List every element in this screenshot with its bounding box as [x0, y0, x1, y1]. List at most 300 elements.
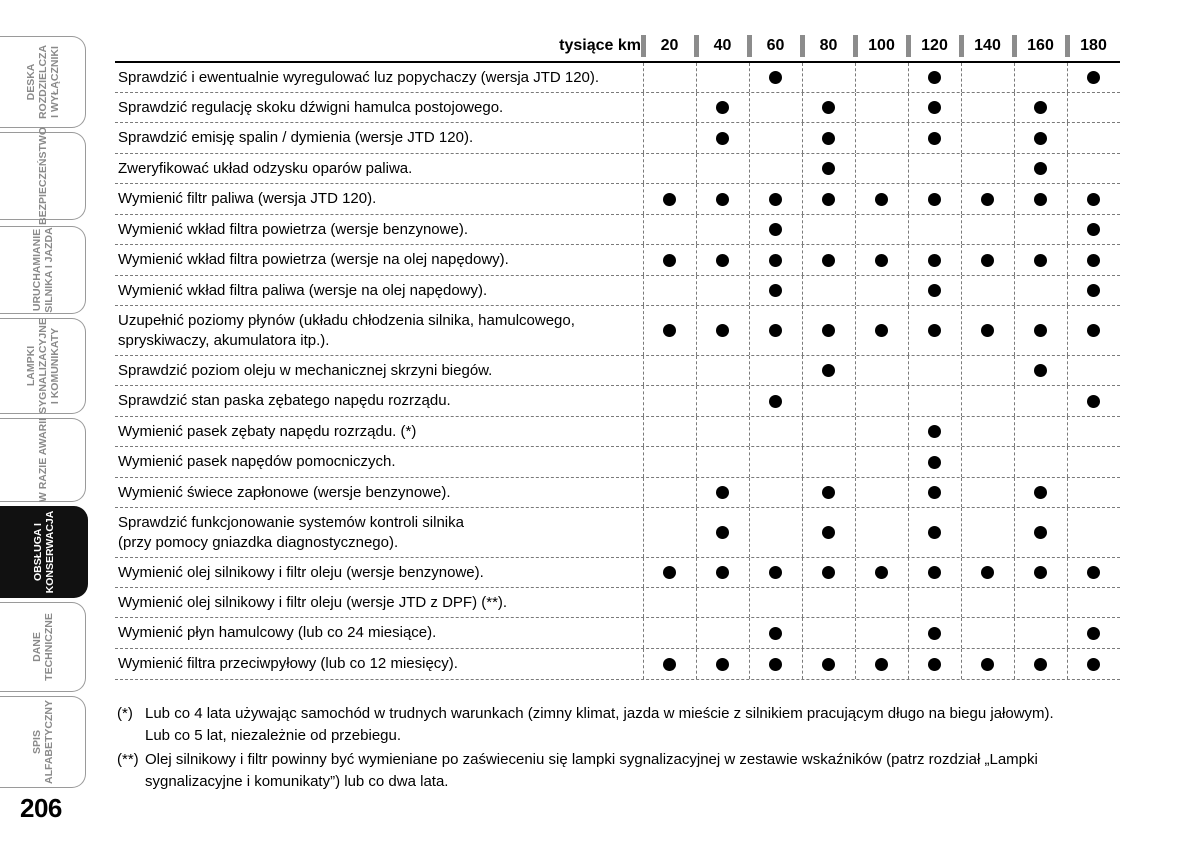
interval-cell-120 [908, 588, 961, 617]
interval-cell-40 [696, 508, 749, 557]
column-header-140: 140 [974, 37, 1001, 54]
interval-cell-20 [643, 356, 696, 385]
table-row [115, 618, 1120, 649]
interval-cell-100 [855, 356, 908, 385]
row-text: Sprawdzić stan paska zębatego napędu rozrządu. [118, 392, 451, 409]
service-dot-icon [1034, 101, 1047, 114]
service-dot-icon [1087, 223, 1100, 236]
service-dot-icon [928, 658, 941, 671]
interval-cell-140 [961, 245, 1014, 275]
interval-cell-120 [908, 447, 961, 477]
interval-cell-160 [1014, 184, 1067, 214]
service-dot-icon [928, 101, 941, 114]
row-description [118, 184, 635, 214]
service-dot-icon [822, 162, 835, 175]
chapter-tab-8[interactable] [0, 696, 86, 788]
interval-cell-40 [696, 618, 749, 648]
interval-cell-20 [643, 386, 696, 416]
interval-cell-180 [1067, 63, 1120, 92]
interval-cell-140 [961, 618, 1014, 648]
interval-cell-60 [749, 478, 802, 507]
service-dot-icon [822, 486, 835, 499]
interval-cell-140 [961, 447, 1014, 477]
service-dot-icon [1087, 284, 1100, 297]
service-dot-icon [928, 132, 941, 145]
row-text: Wymienić olej silnikowy i filtr oleju (wersje JTD z DPF) (**). [118, 593, 508, 611]
footnote-marker: (*) [117, 705, 133, 722]
interval-cell-40 [696, 417, 749, 446]
interval-cell-100 [855, 386, 908, 416]
chapter-tab-5[interactable] [0, 418, 86, 502]
interval-cell-100 [855, 558, 908, 587]
service-dot-icon [1034, 364, 1047, 377]
interval-cell-40 [696, 588, 749, 617]
interval-cell-160 [1014, 649, 1067, 679]
interval-cell-180 [1067, 386, 1120, 416]
interval-cell-160 [1014, 618, 1067, 648]
interval-cell-160 [1014, 558, 1067, 587]
service-dot-icon [1034, 324, 1047, 337]
interval-cell-60 [749, 184, 802, 214]
service-dot-icon [716, 101, 729, 114]
column-header-120: 120 [921, 37, 948, 54]
interval-cell-120 [908, 154, 961, 183]
interval-cell-180 [1067, 588, 1120, 617]
service-dot-icon [769, 254, 782, 267]
interval-cell-80 [802, 386, 855, 416]
row-description [118, 245, 635, 275]
service-dot-icon [769, 324, 782, 337]
interval-cell-80 [802, 618, 855, 648]
table-row [115, 649, 1120, 680]
table-row [115, 508, 1120, 558]
service-dot-icon [822, 324, 835, 337]
table-row [115, 123, 1120, 154]
table-row [115, 356, 1120, 386]
interval-cell-60 [749, 386, 802, 416]
footnote [117, 703, 1127, 747]
interval-cell-140 [961, 588, 1014, 617]
row-text: Wymienić wkład filtra powietrza (wersje benzynowe). [118, 220, 468, 238]
interval-cell-20 [643, 276, 696, 305]
row-description [118, 417, 635, 446]
interval-cell-180 [1067, 306, 1120, 355]
interval-cell-120 [908, 184, 961, 214]
interval-cell-180 [1067, 356, 1120, 385]
row-text: Sprawdzić poziom oleju w mechanicznej skrzyni biegów. [118, 361, 493, 379]
interval-cell-20 [643, 558, 696, 587]
table-row [115, 215, 1120, 245]
interval-cell-20 [643, 63, 696, 92]
interval-cell-140 [961, 558, 1014, 587]
chapter-tab-4[interactable] [0, 318, 86, 414]
interval-cell-140 [961, 508, 1014, 557]
interval-cell-100 [855, 618, 908, 648]
row-text: Sprawdzić funkcjonowanie systemów kontroli silnika (przy pomocy gniazdka diagnostycznego). [118, 513, 464, 551]
table-row [115, 558, 1120, 588]
chapter-tab-label: OBSŁUGA I KONSERWACJA [31, 510, 56, 594]
interval-cell-60 [749, 447, 802, 477]
chapter-tab-label: URUCHAMIANIE SILNIKA I JAZDA [30, 227, 55, 313]
interval-cell-20 [643, 618, 696, 648]
interval-cell-160 [1014, 386, 1067, 416]
interval-cell-40 [696, 386, 749, 416]
interval-cell-160 [1014, 123, 1067, 153]
service-dot-icon [1034, 254, 1047, 267]
footnote [117, 749, 1127, 793]
column-header-180: 180 [1080, 37, 1107, 54]
row-text: Sprawdzić emisję spalin / dymienia (wersje JTD 120). [118, 129, 474, 146]
interval-cell-20 [643, 215, 696, 244]
service-dot-icon [928, 486, 941, 499]
service-dot-icon [1087, 71, 1100, 84]
interval-cell-140 [961, 649, 1014, 679]
interval-cell-180 [1067, 508, 1120, 557]
row-text: Wymienić filtra przeciwpyłowy (lub co 12 miesięcy). [118, 655, 458, 672]
interval-cell-60 [749, 123, 802, 153]
column-header-40: 40 [713, 37, 732, 54]
service-dot-icon [1034, 566, 1047, 579]
table-row [115, 63, 1120, 93]
interval-cell-100 [855, 588, 908, 617]
service-dot-icon [1034, 658, 1047, 671]
interval-cell-100 [855, 447, 908, 477]
interval-cell-100 [855, 154, 908, 183]
interval-cell-60 [749, 508, 802, 557]
interval-cell-100 [855, 508, 908, 557]
interval-cell-80 [802, 154, 855, 183]
interval-cell-180 [1067, 276, 1120, 305]
column-header-60: 60 [766, 37, 785, 54]
service-dot-icon [769, 627, 782, 640]
row-description [118, 93, 635, 122]
interval-cell-80 [802, 649, 855, 679]
service-dot-icon [716, 324, 729, 337]
interval-cell-160 [1014, 478, 1067, 507]
service-dot-icon [822, 193, 835, 206]
interval-cell-20 [643, 184, 696, 214]
interval-cell-80 [802, 417, 855, 446]
interval-cell-140 [961, 215, 1014, 244]
interval-cell-180 [1067, 93, 1120, 122]
interval-cell-140 [961, 63, 1014, 92]
interval-cell-120 [908, 215, 961, 244]
row-description [118, 123, 635, 153]
interval-cell-120 [908, 618, 961, 648]
interval-cell-20 [643, 306, 696, 355]
service-dot-icon [663, 324, 676, 337]
service-dot-icon [1034, 526, 1047, 539]
footnote-line: Olej silnikowy i filtr powinny być wymieniane po zaświeceniu się lampki sygnalizacyjnej w zestawie wskaźników (patrz rozdział „Lampki sygnalizacyjne i komunikaty”) lub co dwa lata. [145, 751, 1038, 790]
footnote-marker: (**) [117, 751, 139, 768]
interval-cell-120 [908, 649, 961, 679]
interval-cell-140 [961, 123, 1014, 153]
interval-cell-40 [696, 649, 749, 679]
interval-cell-100 [855, 276, 908, 305]
service-dot-icon [663, 193, 676, 206]
row-description [118, 508, 635, 557]
interval-cell-160 [1014, 154, 1067, 183]
row-description [118, 618, 635, 648]
interval-cell-40 [696, 215, 749, 244]
interval-cell-40 [696, 93, 749, 122]
interval-cell-160 [1014, 447, 1067, 477]
service-dot-icon [981, 566, 994, 579]
service-dot-icon [928, 193, 941, 206]
service-dot-icon [822, 132, 835, 145]
interval-cell-60 [749, 306, 802, 355]
interval-cell-100 [855, 63, 908, 92]
interval-cell-80 [802, 478, 855, 507]
interval-cell-120 [908, 508, 961, 557]
interval-cell-120 [908, 93, 961, 122]
service-dot-icon [769, 566, 782, 579]
service-dot-icon [716, 658, 729, 671]
interval-cell-120 [908, 478, 961, 507]
interval-cell-160 [1014, 306, 1067, 355]
interval-cell-80 [802, 588, 855, 617]
row-description [118, 356, 635, 385]
service-dot-icon [875, 254, 888, 267]
interval-cell-60 [749, 63, 802, 92]
chapter-tab-3[interactable] [0, 226, 86, 314]
interval-cell-60 [749, 356, 802, 385]
row-description [118, 649, 635, 679]
interval-cell-40 [696, 306, 749, 355]
interval-cell-180 [1067, 649, 1120, 679]
table-row [115, 276, 1120, 306]
table-header [115, 33, 1120, 63]
chapter-tab-label: LAMPKI SYGNALIZACYJNE I KOMUNIKATY [24, 318, 61, 414]
service-dot-icon [663, 254, 676, 267]
footnotes [117, 703, 1127, 793]
page-number: 206 [20, 793, 62, 823]
footnote-line: Lub co 4 lata używając samochód w trudnych warunkach (zimny klimat, jazda w mieście z silnikiem pracującym długo na biegu jałowym). [145, 705, 1054, 722]
interval-cell-140 [961, 93, 1014, 122]
interval-cell-120 [908, 123, 961, 153]
table-row [115, 588, 1120, 618]
interval-cell-140 [961, 276, 1014, 305]
interval-cell-100 [855, 417, 908, 446]
chapter-tab-label: DANE TECHNICZNE [30, 613, 55, 681]
interval-cell-100 [855, 649, 908, 679]
chapter-tab-7[interactable] [0, 602, 86, 692]
service-dot-icon [875, 566, 888, 579]
table-row [115, 154, 1120, 184]
chapter-tab-1[interactable] [0, 36, 86, 128]
interval-cell-40 [696, 63, 749, 92]
interval-cell-160 [1014, 508, 1067, 557]
row-text: Uzupełnić poziomy płynów (układu chłodzenia silnika, hamulcowego, spryskiwaczy, akumulatora itp.). [118, 311, 575, 349]
table-row [115, 447, 1120, 478]
table-row [115, 478, 1120, 508]
interval-cell-120 [908, 276, 961, 305]
interval-cell-20 [643, 508, 696, 557]
interval-cell-140 [961, 386, 1014, 416]
interval-cell-80 [802, 558, 855, 587]
interval-cell-120 [908, 558, 961, 587]
service-dot-icon [981, 658, 994, 671]
interval-cell-80 [802, 356, 855, 385]
interval-cell-40 [696, 447, 749, 477]
table-body [115, 63, 1120, 680]
service-dot-icon [1087, 254, 1100, 267]
interval-cell-160 [1014, 588, 1067, 617]
interval-cell-60 [749, 93, 802, 122]
interval-cell-160 [1014, 276, 1067, 305]
row-text: Wymienić płyn hamulcowy (lub co 24 miesiące). [118, 624, 437, 641]
interval-cell-80 [802, 215, 855, 244]
interval-cell-60 [749, 618, 802, 648]
service-dot-icon [716, 526, 729, 539]
service-dot-icon [769, 71, 782, 84]
table-row [115, 306, 1120, 356]
chapter-tab-label: SPIS ALFABETYCZNY [30, 700, 55, 784]
row-text: Wymienić wkład filtra powietrza (wersje na olej napędowy). [118, 251, 509, 268]
row-description [118, 447, 635, 477]
service-dot-icon [769, 193, 782, 206]
row-text: Sprawdzić i ewentualnie wyregulować luz popychaczy (wersja JTD 120). [118, 68, 600, 86]
service-dot-icon [822, 254, 835, 267]
service-dot-icon [981, 193, 994, 206]
service-dot-icon [928, 71, 941, 84]
row-text: Wymienić świece zapłonowe (wersje benzynowe). [118, 483, 451, 501]
row-description [118, 306, 635, 355]
service-dot-icon [1087, 658, 1100, 671]
interval-cell-20 [643, 588, 696, 617]
interval-cell-20 [643, 93, 696, 122]
service-dot-icon [928, 566, 941, 579]
column-header-80: 80 [819, 37, 838, 54]
service-dot-icon [716, 566, 729, 579]
service-dot-icon [822, 526, 835, 539]
column-header-160: 160 [1027, 37, 1054, 54]
interval-cell-20 [643, 245, 696, 275]
service-dot-icon [928, 627, 941, 640]
service-dot-icon [822, 364, 835, 377]
footnote-line: Lub co 5 lat, niezależnie od przebiegu. [145, 727, 402, 744]
service-dot-icon [1034, 162, 1047, 175]
chapter-tab-6[interactable] [0, 506, 88, 598]
table-row [115, 386, 1120, 417]
service-dot-icon [928, 456, 941, 469]
row-text: Wymienić pasek napędów pomocniczych. [118, 453, 396, 470]
service-dot-icon [928, 254, 941, 267]
interval-cell-120 [908, 63, 961, 92]
column-header-20: 20 [660, 37, 679, 54]
column-header-100: 100 [868, 37, 895, 54]
interval-cell-20 [643, 447, 696, 477]
service-dot-icon [1087, 324, 1100, 337]
service-dot-icon [716, 132, 729, 145]
chapter-tab-label: BEZPIECZEŃSTWO [36, 126, 49, 226]
interval-cell-60 [749, 417, 802, 446]
service-dot-icon [1087, 627, 1100, 640]
interval-cell-180 [1067, 618, 1120, 648]
interval-cell-80 [802, 508, 855, 557]
service-dot-icon [663, 658, 676, 671]
interval-cell-80 [802, 184, 855, 214]
table-row [115, 93, 1120, 123]
interval-cell-140 [961, 417, 1014, 446]
service-dot-icon [716, 486, 729, 499]
row-description [118, 558, 635, 587]
interval-cell-20 [643, 417, 696, 446]
interval-cell-20 [643, 154, 696, 183]
interval-cell-60 [749, 588, 802, 617]
row-text: Wymienić olej silnikowy i filtr oleju (wersje benzynowe). [118, 563, 484, 581]
maintenance-table [115, 33, 1120, 680]
interval-cell-40 [696, 184, 749, 214]
interval-cell-40 [696, 356, 749, 385]
interval-cell-100 [855, 184, 908, 214]
service-dot-icon [1087, 566, 1100, 579]
service-dot-icon [769, 223, 782, 236]
interval-cell-60 [749, 276, 802, 305]
interval-cell-100 [855, 93, 908, 122]
interval-cell-80 [802, 93, 855, 122]
service-dot-icon [716, 254, 729, 267]
interval-cell-120 [908, 386, 961, 416]
service-dot-icon [981, 254, 994, 267]
interval-cell-40 [696, 558, 749, 587]
interval-cell-40 [696, 478, 749, 507]
chapter-tab-label: W RAZIE AWARII [36, 417, 49, 503]
interval-cell-180 [1067, 154, 1120, 183]
interval-cell-160 [1014, 215, 1067, 244]
interval-cell-100 [855, 478, 908, 507]
row-text: Wymienić pasek zębaty napędu rozrządu. (*) [118, 422, 417, 440]
interval-cell-180 [1067, 447, 1120, 477]
interval-cell-100 [855, 306, 908, 355]
interval-cell-20 [643, 123, 696, 153]
interval-cell-120 [908, 356, 961, 385]
service-dot-icon [875, 324, 888, 337]
chapter-tab-2[interactable] [0, 126, 86, 226]
interval-cell-80 [802, 276, 855, 305]
interval-cell-180 [1067, 184, 1120, 214]
service-dot-icon [928, 324, 941, 337]
row-description [118, 588, 635, 617]
interval-cell-20 [643, 478, 696, 507]
interval-cell-120 [908, 245, 961, 275]
interval-cell-180 [1067, 417, 1120, 446]
interval-cell-20 [643, 649, 696, 679]
interval-cell-60 [749, 215, 802, 244]
service-dot-icon [981, 324, 994, 337]
interval-cell-60 [749, 558, 802, 587]
interval-cell-100 [855, 245, 908, 275]
interval-cell-160 [1014, 356, 1067, 385]
interval-cell-80 [802, 306, 855, 355]
interval-cell-160 [1014, 93, 1067, 122]
interval-cell-100 [855, 215, 908, 244]
interval-cell-160 [1014, 245, 1067, 275]
interval-cell-80 [802, 123, 855, 153]
interval-cell-80 [802, 245, 855, 275]
row-text: Wymienić filtr paliwa (wersja JTD 120). [118, 190, 377, 207]
service-dot-icon [1034, 132, 1047, 145]
unit-label: tysiące km [559, 37, 641, 54]
interval-cell-60 [749, 154, 802, 183]
service-dot-icon [928, 284, 941, 297]
service-dot-icon [663, 566, 676, 579]
interval-cell-40 [696, 123, 749, 153]
service-dot-icon [1034, 193, 1047, 206]
row-description [118, 215, 635, 244]
interval-cell-180 [1067, 558, 1120, 587]
interval-cell-180 [1067, 215, 1120, 244]
